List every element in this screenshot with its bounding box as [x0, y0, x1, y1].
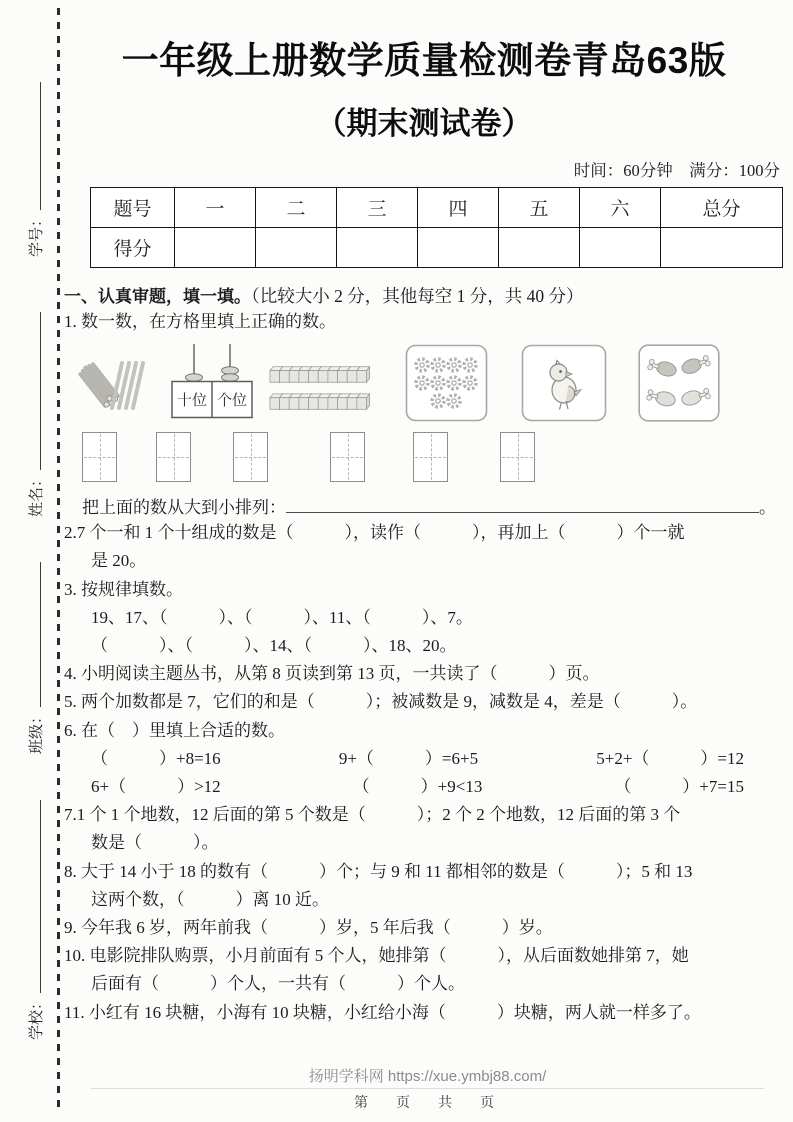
name-blank [26, 312, 41, 470]
question-1-text: 1. 数一数，在方格里填上正确的数。 [64, 312, 336, 331]
score-table-header-row [91, 188, 783, 228]
score-cell [580, 228, 661, 268]
question-8-line-1: 8. 大于 14 小于 18 的数有（ ）个；与 9 和 11 都相邻的数是（ ）；5 和 13 [64, 861, 693, 881]
page-footer [62, 1065, 793, 1112]
score-table-corner: 题号 [91, 188, 175, 228]
equation: 5+2+（ ）=12 [596, 748, 744, 768]
score-col-3: 三 [337, 188, 418, 228]
score-cell [499, 228, 580, 268]
question-6-equation-row-2 [64, 773, 778, 801]
bird-image [521, 344, 607, 422]
score-cell [661, 228, 783, 268]
equation: 6+（ ）>12 [91, 777, 221, 797]
footer-site-url: 扬明学科网 https://xue.ymbj88.com/ [308, 1068, 547, 1085]
question-9-line-1: 9. 今年我 6 岁，两年前我（ ）岁，5 年后我（ ）岁。 [64, 918, 553, 938]
sidebar-field-class [25, 562, 47, 754]
score-table [90, 187, 783, 268]
section-one-note: （比较大小 2 分，其他每空 1 分，共 40 分） [251, 286, 584, 306]
answer-grid-box-4 [330, 432, 365, 482]
score-cell [418, 228, 499, 268]
question-10-line-1: 10. 电影院排队购票，小月前面有 5 个人，她排第（ ），从后面数她排第 7，她 [64, 946, 689, 966]
answer-grid-box-2 [156, 432, 191, 482]
question-8-line-2: 这两个数，（ ）离 10 近。 [91, 889, 329, 909]
answer-grid-box-1 [82, 432, 117, 482]
score-col-5: 五 [499, 188, 580, 228]
seal-dashed-line [57, 8, 60, 1110]
gears-image [405, 344, 488, 422]
score-col-6: 六 [580, 188, 661, 228]
equation: 9+（ ）=6+5 [338, 748, 479, 768]
question-3-line-1: 3. 按规律填数。 [64, 579, 183, 599]
footer-divider [91, 1088, 764, 1089]
equation: （ ）+7=15 [614, 777, 744, 797]
score-cell [175, 228, 256, 268]
question-6-line-1: 6. 在（ ）里填上合适的数。 [64, 720, 285, 740]
answer-grid-box-3 [233, 432, 268, 482]
abacus-tens-label: 十位 [176, 393, 208, 410]
question-10-line-2: 后面有（ ）个人，一共有（ ）个人。 [91, 974, 465, 994]
footer-page-number: 第 页 共 页 [354, 1096, 501, 1111]
question-5-line-1: 5. 两个加数都是 7，它们的和是（ ）；被减数是 9，减数是 4，差是（ ）。 [64, 692, 698, 712]
sort-prompt: 把上面的数从大到小排列： [82, 498, 286, 518]
section-one-heading [62, 282, 786, 308]
sidebar-field-name [25, 312, 47, 517]
abacus-image [170, 342, 254, 422]
student-id-label: 学号： [29, 211, 45, 257]
score-col-4: 四 [418, 188, 499, 228]
sidebar-field-student-id [25, 82, 47, 257]
score-table-score-row [91, 228, 783, 268]
drumsticks-image [638, 344, 720, 422]
question-3-line-2: 19、17、（ ）、（ ）、11、（ ）、7。 [91, 607, 473, 627]
question-2-line-2: 是 20。 [91, 551, 147, 571]
question-6-equation-row-1 [64, 745, 778, 773]
section-one-title: 一、认真审题，填一填。 [64, 287, 251, 306]
score-col-1: 一 [175, 188, 256, 228]
sort-numbers-line [62, 493, 786, 519]
question-3-line-3: （ ）、（ ）、14、（ ）、18、20。 [91, 636, 457, 656]
cubes-image [268, 362, 382, 416]
question-1-answer-grids [62, 432, 786, 484]
class-label: 班级： [29, 708, 45, 754]
equation: （ ）+9<13 [352, 777, 483, 797]
exam-meta: 时间：60分钟 满分：100分 [573, 161, 780, 180]
score-cell [256, 228, 337, 268]
sticks-image [77, 348, 151, 420]
answer-grid-box-5 [413, 432, 448, 482]
name-label: 姓名： [29, 471, 45, 517]
question-7-line-1: 7.1 个 1 个地数，12 后面的第 5 个数是（ ）；2 个 2 个地数，12 后面的第 3 个 [64, 805, 681, 825]
page-subtitle: （期末测试卷） [315, 106, 533, 141]
question-2-line-1: 2.7 个一和 1 个十组成的数是（ ），读作（ ），再加上（ ）个一就 [64, 523, 685, 543]
question-4-line-1: 4. 小明阅读主题丛书，从第 8 页读到第 13 页，一共读了（ ）页。 [64, 664, 600, 684]
answer-grid-box-6 [500, 432, 535, 482]
score-row-label: 得分 [91, 228, 175, 268]
question-7-line-2: 数是（ ）。 [91, 833, 219, 853]
question-11-line-1: 11. 小红有 16 块糖，小海有 10 块糖，小红给小海（ ）块糖，两人就一样多了。 [64, 1002, 701, 1022]
sort-blank-line [286, 496, 759, 513]
questions-block [62, 519, 786, 1027]
abacus-ones-label: 个位 [216, 393, 248, 410]
school-blank [26, 800, 41, 993]
score-col-total: 总分 [661, 188, 783, 228]
sort-period: 。 [759, 498, 776, 518]
sidebar-field-school [25, 800, 47, 1040]
school-label: 学校： [29, 994, 45, 1040]
score-col-2: 二 [256, 188, 337, 228]
page-title: 一年级上册数学质量检测卷青岛63版 [121, 40, 727, 81]
question-1-pictures [62, 338, 786, 422]
class-blank [26, 562, 41, 707]
score-cell [337, 228, 418, 268]
equation: （ ）+8=16 [91, 748, 221, 768]
student-id-blank [26, 82, 41, 210]
